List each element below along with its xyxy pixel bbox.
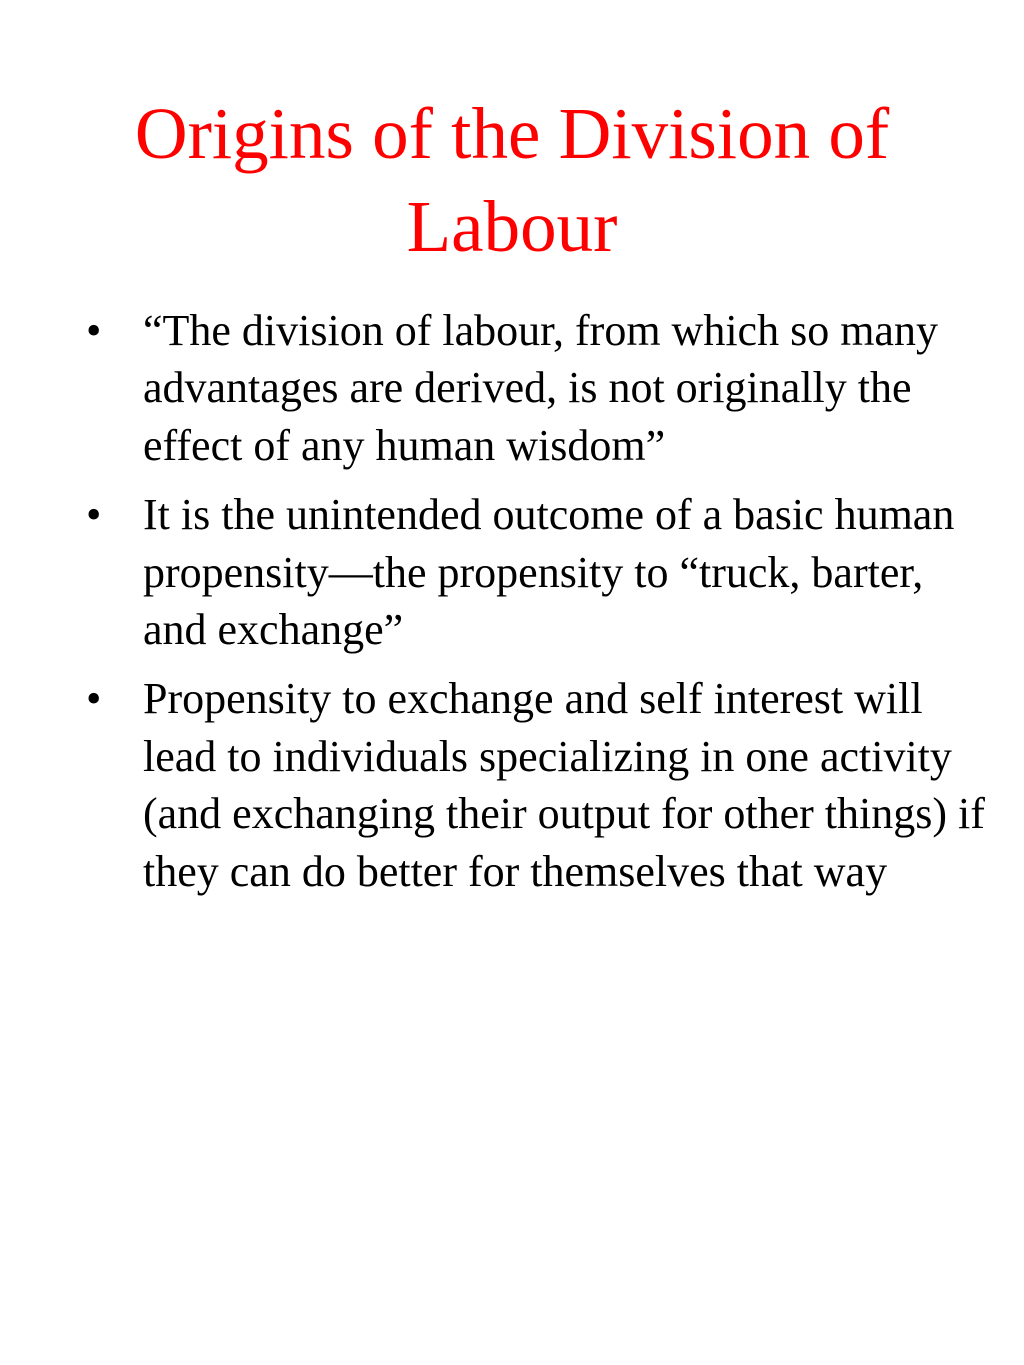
bullet-icon: • (86, 674, 102, 724)
bullet-text-2: It is the unintended outcome of a basic human propensity—the propensity to “truck, barter, and exchange” (143, 490, 955, 655)
bullet-item-2 (86, 486, 986, 658)
bullet-icon: • (86, 490, 102, 540)
slide-title: Origins of the Division of Labour (134, 93, 890, 267)
bullet-icon: • (86, 306, 102, 355)
bullet-item-3 (86, 670, 986, 900)
bullet-text-1: “The division of labour, from which so many advantages are derived, is not originally the effect of any human wisdom” (143, 306, 938, 470)
bullet-item-1 (86, 302, 986, 474)
bullet-list (86, 302, 986, 912)
bullet-text-3: Propensity to exchange and self interest will lead to individuals specializing in one activity (and exchanging their output for other things) if they can do better for themselves that way (143, 674, 985, 896)
